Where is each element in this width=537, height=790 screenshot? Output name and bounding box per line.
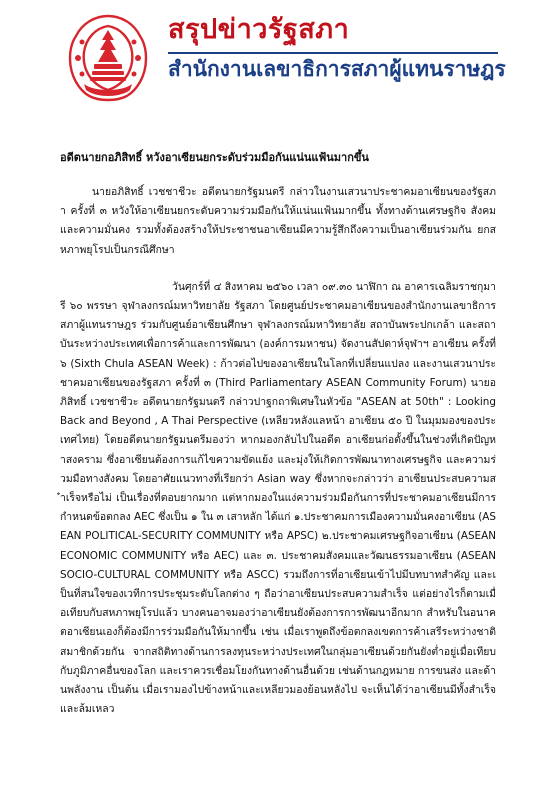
article-paragraph: วันศุกร์ที่ ๔ สิงหาคม ๒๕๖๐ เวลา ๐๙.๓๐ นาฬิกา ณ อาคารเฉลิมราชกุมารี ๖๐ พรรษา จุฬาลงกรณ์มหาวิทยาลัย รัฐสภา โดยศูนย์ประชาคมอาเซียนของสำนักงานเลขาธิการสภาผู้แทนราษฎร ร่วมกับศูนย์อาเซียนศึกษา จุฬาลงกรณ์มหาวิทยาลัย สถาบันพระปกเกล้า และสถาบันระหว่างประเทศเพื่อการค้าและการพัฒนา (องค์การมหาชน) จัดงานสัปดาห์จุฬาฯ อาเซียน ครั้งที่ ๖ (Sixth Chula ASEAN Week) : ก้าวต่อไปของอาเซียนในโลกที่เปลี่ยนแปลง และงานเสวนาประชาคมอาเซียนของรัฐสภา ครั้งที่ ๓ (Third Parliamentary ASEAN Community Forum) นายอภิสิทธิ์ เวชชาชีวะ อดีตนายกรัฐมนตรี กล่าวปาฐกถาพิเศษในหัวข้อ "ASEAN at 50th" : Looking Back and Beyond , A Thai Perspective (เหลียวหลังแลหน้า อาเซียน ๕๐ ปี ในมุมมองของประเทศไทย) โดยอดีตนายกรัฐมนตรีมองว่า หากมองกลับไปในอดีต อาเซียนก่อตั้งขึ้นในช่วงที่เกิดปัญหาสงคราม ซึ่งอาเซียนต้องการแก้ไขความขัดแย้ง และมุ่งให้เกิดการพัฒนาทางเศรษฐกิจ และความร่วมมือทางสังคม โดยอาศัยแนวทางที่เรียกว่า Asian way ซึ่งหากจะกล่าวว่า อาเซียนประสบความสำเร็จหรือไม่ เป็นเรื่องที่ตอบยากมาก แต่หากมองในแง่ความร่วมมือกันการที่ประชาคมอาเซียนมีการกำหนดข้อตกลง AEC ซึ่งเป็น ๑ ใน ๓ เสาหลัก ได้แก่ ๑.ประชาคมการเมืองความมั่นคงอาเซียน (ASEAN POLITICAL-SECURITY COMMUNITY หรือ APSC) ๒.ประชาคมเศรษฐกิจอาเซียน (ASEAN ECONOMIC COMMUNITY หรือ AEC) และ ๓. ประชาคมสังคมและวัฒนธรรมอาเซียน (ASEAN SOCIO-CULTURAL COMMUNITY หรือ ASCC) รวมถึงการที่อาเซียนเข้าไปมีบทบาทสำคัญ และเป็นที่สนใจของเวทีการประชุมระดับโลกต่าง ๆ ถือว่าอาเซียนประสบความสำเร็จ แต่อย่างไรก็ตามเมื่อเทียบกับสหภาพยุโรปแล้ว บางคนอาจมองว่าอาเซียนยังต้องการการพัฒนาอีกมาก สำหรับในอนาคตอาเซียนเองก็ต้องมีการร่วมมือกันให้มากขึ้น เช่น เมื่อเราพูดถึงข้อตกลงเขตการค้าเสรีระหว่างชาติสมาชิกด้วยกัน จากสถิติทางด้านการลงทุนระหว่างประเทศในกลุ่มอาเซียนด้วยกันยังต่ำอยู่เมื่อเทียบกับภูมิภาคอื่นของโลก และเราควรเชื่อมโยงกันทางด้านอื่นด้วย เช่นด้านกฎหมาย การขนส่ง และด้านพลังงาน เป็นต้น เมื่อเรามองไปข้างหน้าและเหลียวมองย้อนหลังไป จะเห็นได้ว่าอาเซียนมีทั้งสำเร็จและล้มเหลว bbox=[60, 280, 496, 716]
article-headline: อดีตนายกอภิสิทธิ์ หวังอาเซียนยกระดับร่วมมือกันแน่นแฟ้นมากขึ้น bbox=[60, 151, 369, 164]
header-title: สรุปข่าวรัฐสภา bbox=[168, 14, 350, 45]
page-header bbox=[0, 0, 537, 118]
header-subtitle: สำนักงานเลขาธิการสภาผู้แทนราษฎร bbox=[168, 57, 506, 81]
header-divider bbox=[168, 52, 498, 54]
parliament-emblem-icon bbox=[64, 12, 152, 104]
article-paragraph: นายอภิสิทธิ์ เวชชาชีวะ อดีตนายกรัฐมนตรี กล่าวในงานเสวนาประชาคมอาเซียนของรัฐสภา ครั้งที่ ๓ หวังให้อาเซียนยกระดับความร่วมมือกันให้แน่นแฟ้นมากขึ้น ทั้งทางด้านเศรษฐกิจ สังคม และความมั่นคง รวมทั้งต้องสร้างให้ประชาชนอาเซียนมีความรู้สึกถึงความเป็นอาเซียนร่วมกัน ยกสหภาพยุโรปเป็นกรณีศึกษา bbox=[60, 186, 496, 256]
article-body bbox=[60, 183, 496, 737]
